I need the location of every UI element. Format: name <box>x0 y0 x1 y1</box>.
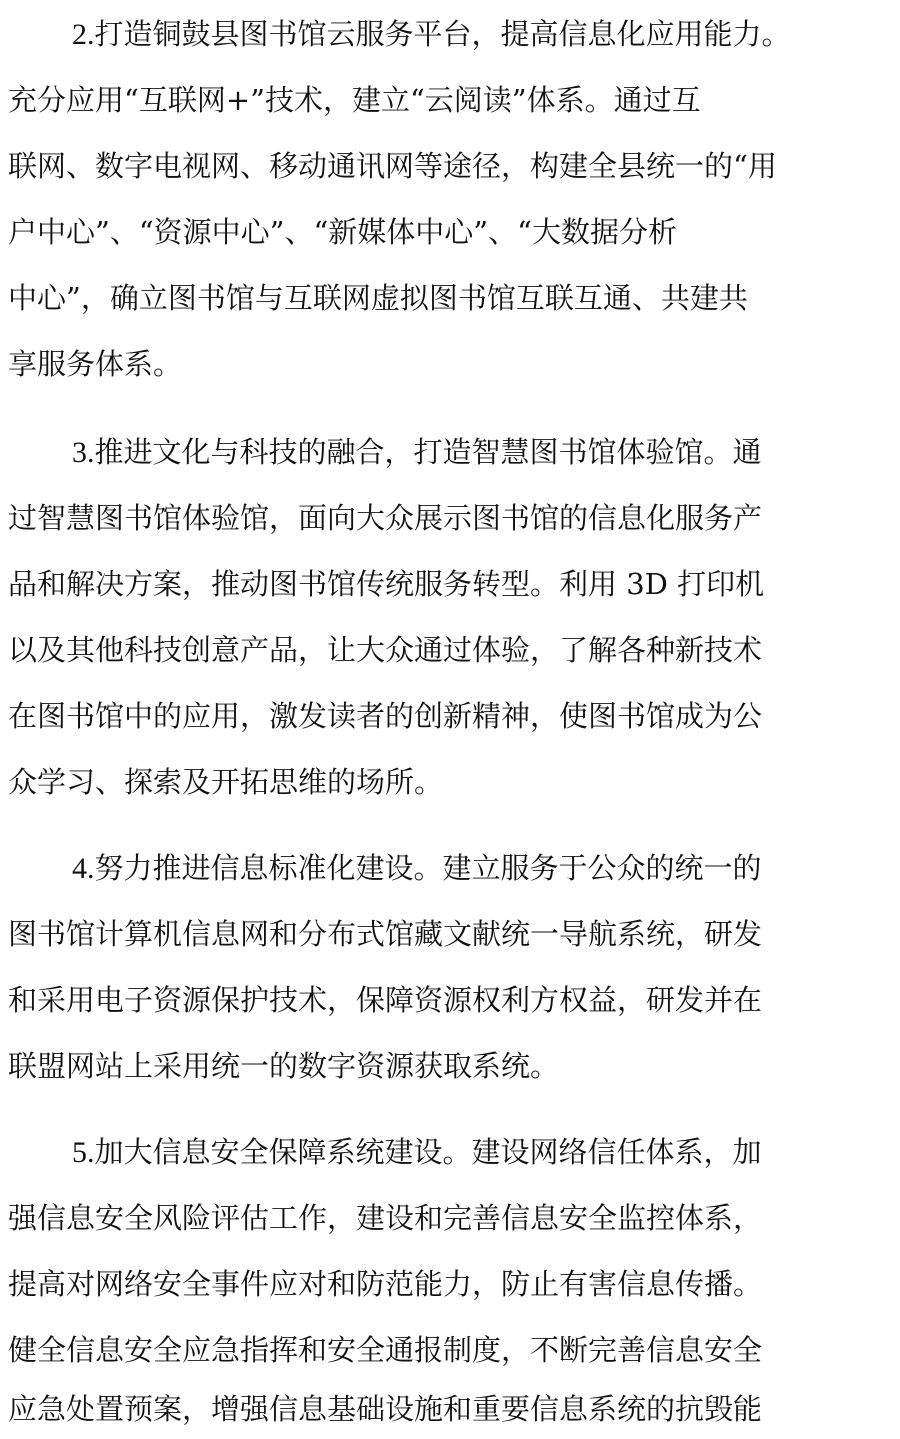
paragraph-3-number: 3. <box>72 436 95 469</box>
paragraph-4-line-4: 联盟网站上采用统一的数字资源获取系统。 <box>8 1049 560 1083</box>
paragraph-5-line-2: 强信息安全风险评估工作，建设和完善信息安全监控体系， <box>8 1201 763 1235</box>
paragraph-2-line-4: 户中心”、“资源中心”、“新媒体中心”、“大数据分析 <box>8 215 677 249</box>
paragraph-3-line-5: 在图书馆中的应用，激发读者的创新精神，使图书馆成为公 <box>8 699 763 733</box>
paragraph-3-line-2: 过智慧图书馆体验馆，面向大众展示图书馆的信息化服务产 <box>8 501 763 535</box>
paragraph-4-line-3: 和采用电子资源保护技术，保障资源权利方权益，研发并在 <box>8 983 763 1017</box>
paragraph-5-line-4: 健全信息安全应急指挥和安全通报制度，不断完善信息安全 <box>8 1333 763 1367</box>
paragraph-5-number: 5. <box>72 1136 95 1169</box>
paragraph-5-line-5: 应急处置预案，增强信息基础设施和重要信息系统的抗毁能 <box>8 1392 763 1426</box>
paragraph-3-line-1: 3.推进文化与科技的融合，打造智慧图书馆体验馆。通 <box>72 435 762 469</box>
paragraph-2-line-3: 联网、数字电视网、移动通讯网等途径，构建全县统一的“用 <box>8 149 777 183</box>
paragraph-4-number: 4. <box>72 852 95 885</box>
paragraph-2-line-5: 中心”，确立图书馆与互联网虚拟图书馆互联互通、共建共 <box>8 281 748 315</box>
paragraph-2-line-1: 2.打造铜鼓县图书馆云服务平台，提高信息化应用能力。 <box>72 17 791 51</box>
paragraph-2-number: 2. <box>72 18 95 51</box>
paragraph-4-line-2: 图书馆计算机信息网和分布式馆藏文献统一导航系统，研发 <box>8 917 763 951</box>
paragraph-3-line-4: 以及其他科技创意产品，让大众通过体验，了解各种新技术 <box>8 633 763 667</box>
paragraph-4-line-1: 4.努力推进信息标准化建设。建立服务于公众的统一的 <box>72 851 762 885</box>
paragraph-5-line-3: 提高对网络安全事件应对和防范能力，防止有害信息传播。 <box>8 1267 763 1301</box>
paragraph-2-line-2: 充分应用“互联网+”技术，建立“云阅读”体系。通过互 <box>8 83 701 117</box>
paragraph-3-line-3: 品和解决方案，推动图书馆传统服务转型。利用 3D 打印机 <box>8 567 765 601</box>
paragraph-3-line-6: 众学习、探索及开拓思维的场所。 <box>8 765 444 799</box>
paragraph-5-line-1: 5.加大信息安全保障系统建设。建设网络信任体系，加 <box>72 1135 762 1169</box>
paragraph-2-line-6: 享服务体系。 <box>8 347 183 381</box>
